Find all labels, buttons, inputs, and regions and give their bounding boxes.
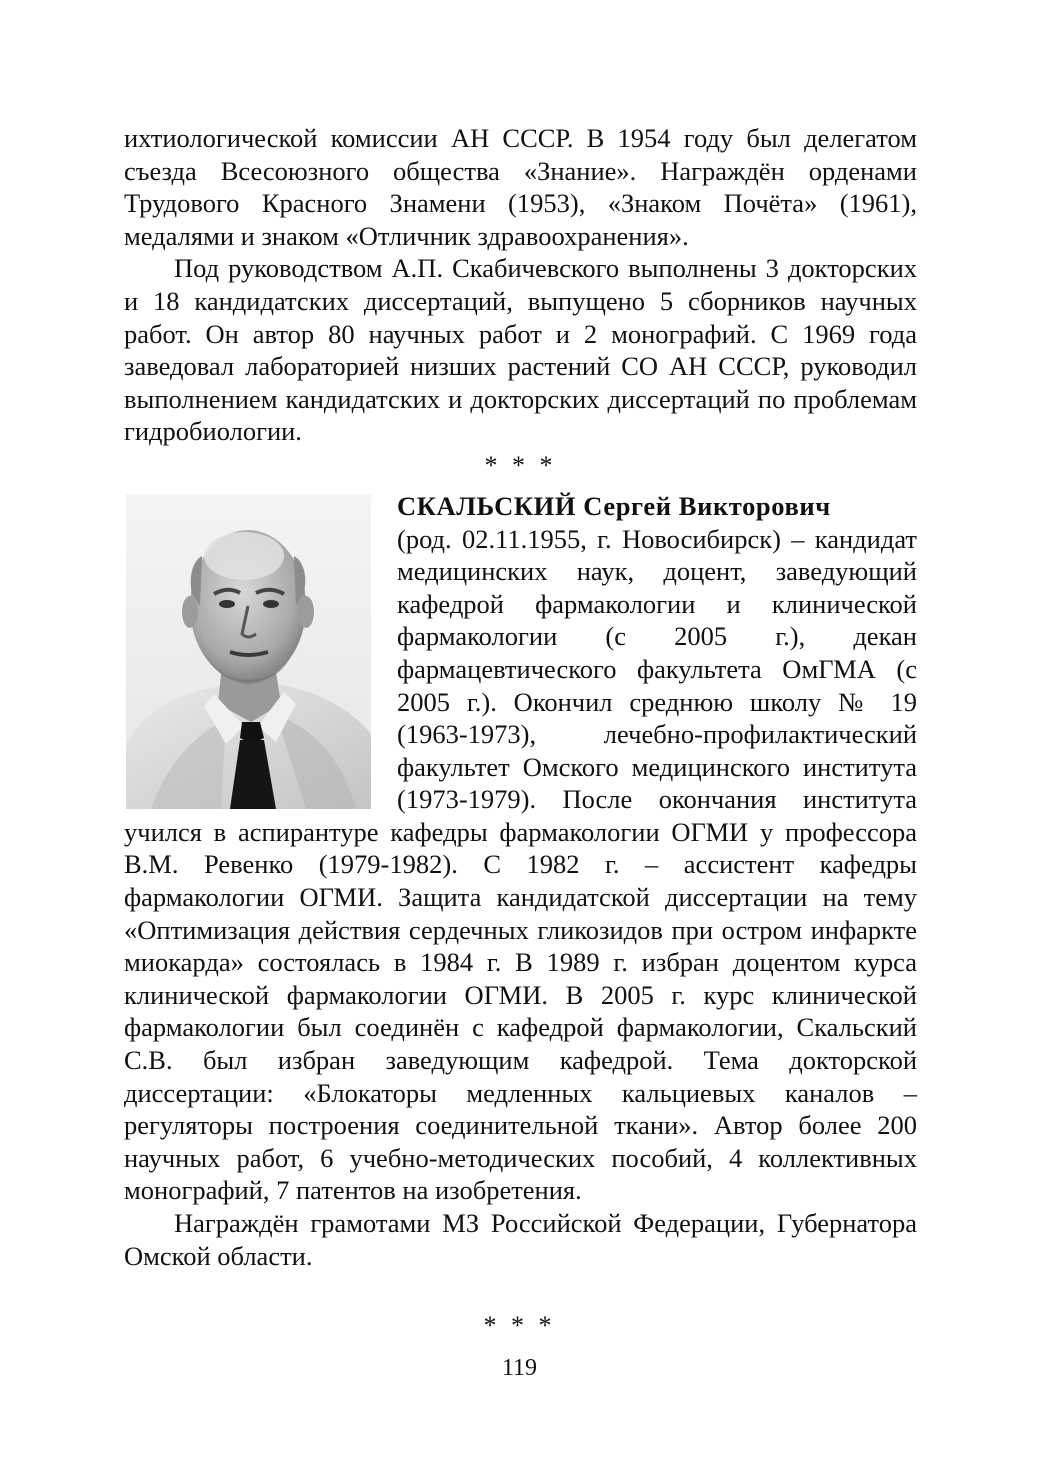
intro-paragraph-2: Под руководством А.П. Скабичевского выполнены 3 докторских и 18 кандидатских диссертаций, выпущено 5 сборников научных работ. Он автор 80 научных работ и 2 монографий. С 1969 года заведовал лабораторией низших растений СО АН СССР, руководил выполнением кандидатских и докторских диссертаций по проблемам гидробиологии. [124, 253, 917, 447]
page-number: 119 [501, 1355, 538, 1381]
person-name: СКАЛЬСКИЙ Сергей Викторович [397, 490, 831, 521]
section-separator: * * * [484, 450, 557, 480]
section-separator-bottom: * * * [483, 1311, 556, 1340]
portrait-photo [126, 494, 371, 809]
entry-body: (род. 02.11.1955, г. Новосибирск) – кандидат медицинских наук, доцент, заведующий кафедрой фармакологии и клинической фармакологии (с 2005 г.), декан фармацевтического факультета ОмГМА (с 2005 г.). Окончил среднюю школу № 19 (1963-1973), лечебно-профилактический факультет Омского медицинского института (1973-1979). После окончания института учился в аспирантуре кафедры фармакологии ОГМИ у профессора В.М. Ревенко (1979-1982). С 1982 г. – ассистент кафедры фармакологии ОГМИ. Защита кандидатской диссертации на тему «Оптимизация действия сердечных гликозидов при остром инфаркте миокарда» состоялась в 1984 г. В 1989 г. избран доцентом курса клинической фармакологии ОГМИ. В 2005 г. курс клинической фармакологии был соединён с кафедрой фармакологии, Скальский С.В. был избран заведующим кафедрой. Тема докторской диссертации: «Блокаторы медленных кальциевых каналов – регуляторы построения соединительной ткани». Автор более 200 научных работ, 6 учебно-методических пособий, 4 коллективных монографий, 7 патентов на изобретения. [124, 523, 917, 1206]
page-content [124, 122, 917, 1272]
awards-paragraph: Награждён грамотами МЗ Российской Федерации, Губернатора Омской области. [124, 1208, 917, 1271]
intro-paragraph-1: ихтиологической комиссии АН СССР. В 1954 году был делегатом съезда Всесоюзного общества «Знание». Награждён орденами Трудового Красного Знамени (1953), «Знаком Почёта» (1961), медалями и знаком «Отличник здравоохранения». [124, 123, 917, 251]
portrait-image [126, 494, 371, 809]
